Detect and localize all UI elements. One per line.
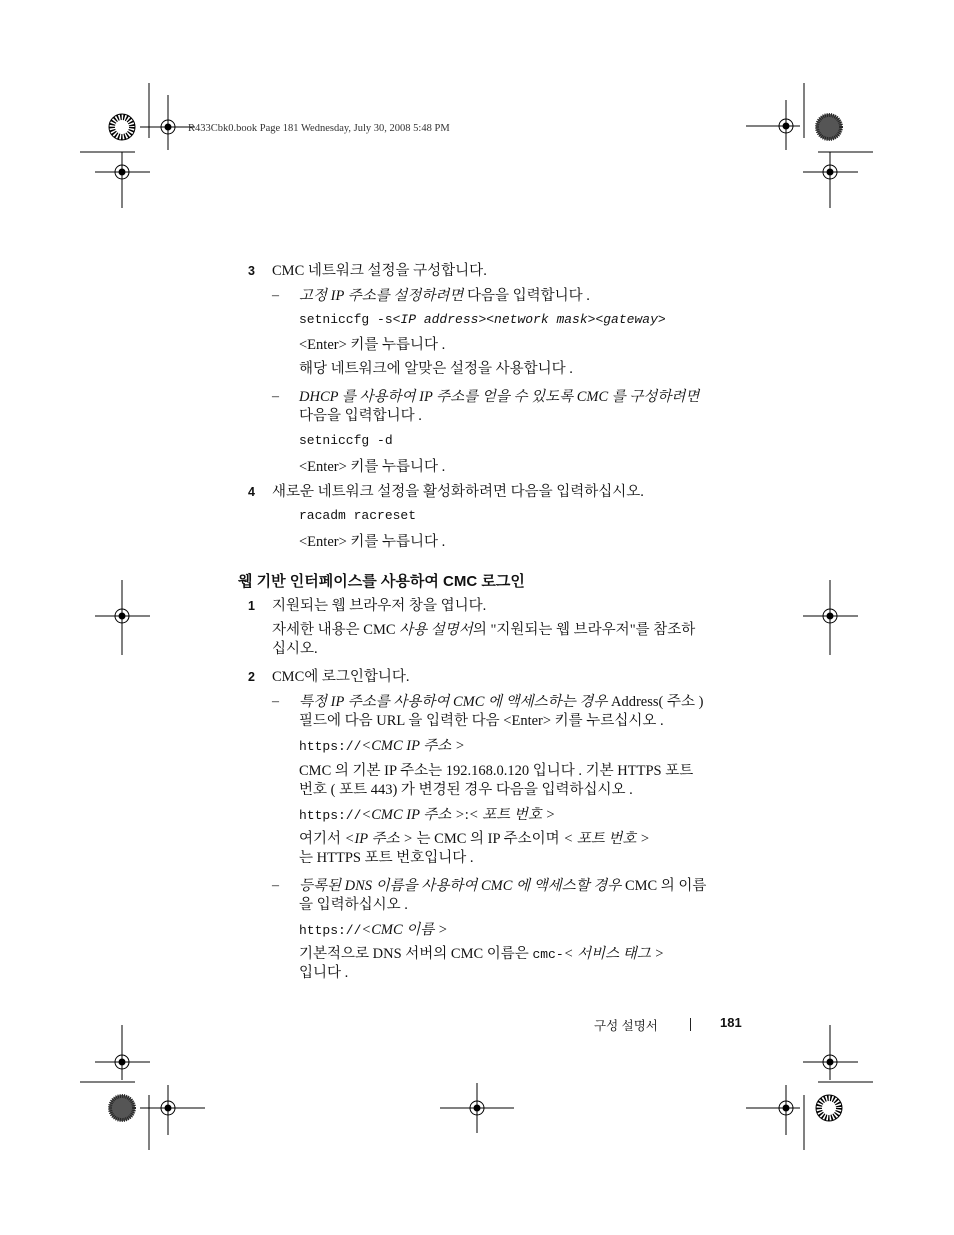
bullet-text-cont: 을 입력하십시오 . bbox=[299, 897, 408, 913]
bullet-dash: – bbox=[272, 288, 279, 303]
section-heading: 웹 기반 인터페이스를 사용하여 CMC 로그인 bbox=[238, 573, 525, 590]
bullet-dash: – bbox=[272, 694, 279, 709]
footer-separator bbox=[690, 1018, 691, 1031]
footer-title: 구성 설명서 bbox=[594, 1019, 658, 1033]
command-line: racadm racreset bbox=[299, 508, 417, 523]
bullet-text: 특정 IP 주소를 사용하여 CMC 에 액세스하는 경우 Address( 주소 ) bbox=[299, 694, 704, 710]
url-line: https://<CMC IP 주소 >:< 포트 번호 > bbox=[299, 807, 556, 823]
url-line: https://<CMC 이름 > bbox=[299, 922, 448, 938]
bullet-text: 고정 IP 주소를 설정하려면 다음을 입력합니다 . bbox=[299, 288, 590, 304]
step-number: 3 bbox=[248, 264, 255, 278]
page-number: 181 bbox=[720, 1015, 742, 1030]
bullet-dash: – bbox=[272, 389, 279, 404]
command-line: setniccfg -d bbox=[299, 433, 393, 448]
step-number: 1 bbox=[248, 599, 255, 613]
paragraph: 여기서 <IP 주소 > 는 CMC 의 IP 주소이며 < 포트 번호 > bbox=[299, 831, 650, 847]
bullet-text: DHCP 를 사용하여 IP 주소를 얻을 수 있도록 CMC 를 구성하려면 bbox=[299, 389, 700, 405]
note-text: 자세한 내용은 CMC 사용 설명서의 "지원되는 웹 브라우저"를 참조하 bbox=[272, 622, 696, 638]
note-text-cont: 십시오. bbox=[272, 641, 318, 657]
bullet-text-cont: 다음을 입력합니다 . bbox=[299, 408, 422, 424]
step-number: 4 bbox=[248, 485, 255, 499]
step-text: CMC에 로그인합니다. bbox=[272, 669, 410, 685]
bullet-text: 등록된 DNS 이름을 사용하여 CMC 에 액세스할 경우 CMC 의 이름 bbox=[299, 878, 707, 894]
step-text: CMC 네트워크 설정을 구성합니다. bbox=[272, 263, 487, 279]
step-number: 2 bbox=[248, 670, 255, 684]
paragraph-cont: 는 HTTPS 포트 번호입니다 . bbox=[299, 850, 474, 866]
note-text: 해당 네트워크에 알맞은 설정을 사용합니다 . bbox=[299, 361, 573, 377]
paragraph: 기본적으로 DNS 서버의 CMC 이름은 cmc-< 서비스 태그 > bbox=[299, 946, 665, 962]
instruction-text: <Enter> 키를 누릅니다 . bbox=[299, 337, 446, 353]
command-line: setniccfg -s<IP address><network mask><gateway> bbox=[299, 312, 666, 327]
step-text: 새로운 네트워크 설정을 활성화하려면 다음을 입력하십시오. bbox=[272, 484, 644, 500]
instruction-text: <Enter> 키를 누릅니다 . bbox=[299, 534, 446, 550]
paragraph: CMC 의 기본 IP 주소는 192.168.0.120 입니다 . 기본 HTTPS 포트 bbox=[299, 763, 694, 779]
paragraph-cont: 입니다 . bbox=[299, 965, 349, 981]
url-line: https://<CMC IP 주소 > bbox=[299, 738, 465, 754]
bullet-dash: – bbox=[272, 878, 279, 893]
bullet-text-cont: 필드에 다음 URL 을 입력한 다음 <Enter> 키를 누르십시오 . bbox=[299, 713, 664, 729]
paragraph-cont: 번호 ( 포트 443) 가 변경된 경우 다음을 입력하십시오 . bbox=[299, 782, 633, 798]
step-text: 지원되는 웹 브라우저 창을 엽니다. bbox=[272, 598, 487, 614]
print-header: R433Cbk0.book Page 181 Wednesday, July 30, 2008 5:48 PM bbox=[188, 123, 450, 134]
instruction-text: <Enter> 키를 누릅니다 . bbox=[299, 459, 446, 475]
